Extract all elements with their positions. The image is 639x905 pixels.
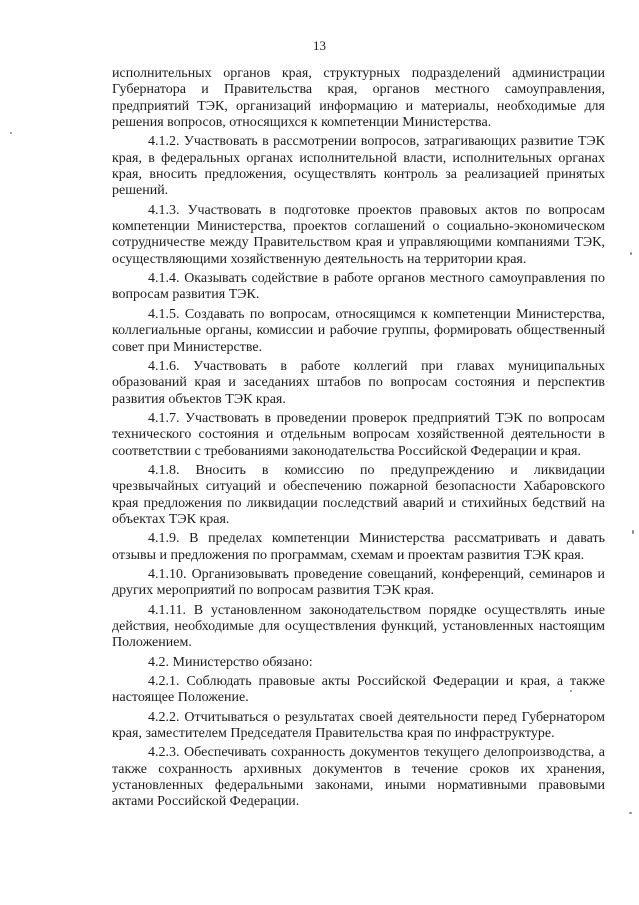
paragraph-continuation: исполнительных органов края, структурных подразделений администрации Губернатора и Правительства края, органов местного самоуправления, предприятий ТЭК, организаций информацию и материалы, необходимые для решения вопросов, относящихся к компетенции Министерства. xyxy=(112,66,605,131)
paragraph-4-1-7: 4.1.7. Участвовать в проведении проверок предприятий ТЭК по вопросам технического состояния и отдельным вопросам хозяйственной деятельности в соответствии с требованиями законодательства Российской Федерации и края. xyxy=(112,410,605,459)
paragraph-4-1-11: 4.1.11. В установленном законодательством порядке осуществлять иные действия, необходимые для осуществления функций, установленных настоящим Положением. xyxy=(112,602,605,651)
scan-speck xyxy=(632,530,634,534)
paragraph-4-1-6: 4.1.6. Участвовать в работе коллегий при главах муниципальных образований края и заседаниях штабов по вопросам состояния и перспектив развития объектов ТЭК края. xyxy=(112,358,605,407)
page-number: 13 xyxy=(313,38,326,53)
paragraph-4-1-10: 4.1.10. Организовывать проведение совещаний, конференций, семинаров и других мероприятий по вопросам развития ТЭК края. xyxy=(112,566,605,599)
paragraph-4-2: 4.2. Министерство обязано: xyxy=(148,654,313,670)
paragraph-4-1-4: 4.1.4. Оказывать содействие в работе органов местного самоуправления по вопросам развития ТЭК. xyxy=(112,271,605,303)
paragraph-4-1-2: 4.1.2. Участвовать в рассмотрении вопросов, затрагивающих развитие ТЭК края, в федеральных органах исполнительной власти, исполнительных органах края, вносить предложения, осуществлять контроль за реализацией принятых решений. xyxy=(112,134,605,199)
paragraph-4-1-3: 4.1.3. Участвовать в подготовке проектов правовых актов по вопросам компетенции Министерства, проектов соглашений о социально-экономическом сотрудничестве между Правительством края и управляющими компаниями ТЭК, осуществляющими хозяйственную деятельность на территории края. xyxy=(112,202,605,267)
paragraph-4-2-2: 4.2.2. Отчитываться о результатах своей деятельности перед Губернатором края, заместителем Председателя Правительства края по инфраструктуре. xyxy=(112,709,605,742)
paragraph-4-1-9: 4.1.9. В пределах компетенции Министерства рассматривать и давать отзывы и предложения по программам, схемам и проектам развития ТЭК края. xyxy=(112,531,605,563)
document-body xyxy=(112,66,605,814)
paragraph-4-2-3: 4.2.3. Обеспечивать сохранность документов текущего делопроизводства, а также сохранность архивных документов в течение сроков их хранения, установленных федеральными законами, иными нормативными правовыми актами Российской Федерации. xyxy=(112,745,605,810)
scan-speck xyxy=(629,812,632,814)
paragraph-4-2-1: 4.2.1. Соблюдать правовые акты Российской Федерации и края, а также настоящее Положение. xyxy=(112,674,605,706)
scan-speck xyxy=(10,132,12,134)
scan-speck xyxy=(630,252,632,255)
paragraph-4-1-5: 4.1.5. Создавать по вопросам, относящимся к компетенции Министерства, коллегиальные органы, комиссии и рабочие группы, формировать общественный совет при Министерстве. xyxy=(112,306,605,355)
scan-speck xyxy=(570,690,572,692)
paragraph-4-1-8: 4.1.8. Вносить в комиссию по предупреждению и ликвидации чрезвычайных ситуаций и обеспечению пожарной безопасности Хабаровского края предложения по ликвидации последствий аварий и стихийных бедствий на объектах ТЭК края. xyxy=(112,462,605,527)
